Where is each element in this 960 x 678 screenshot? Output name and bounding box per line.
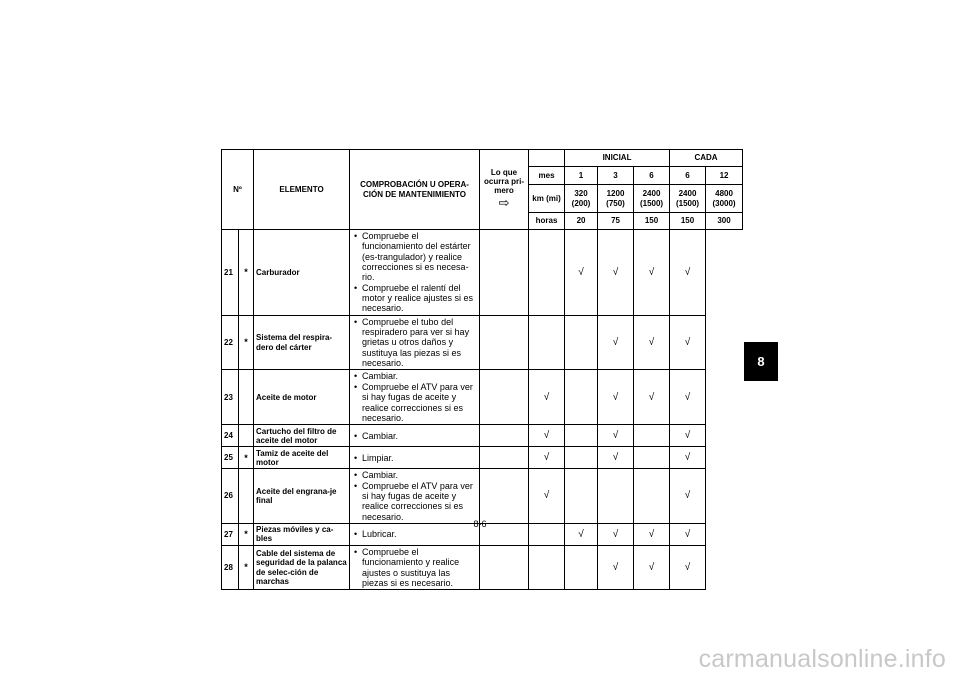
- check-mark: √: [565, 523, 598, 545]
- row-first-cell: [480, 230, 529, 316]
- check-mark: √: [598, 523, 634, 545]
- header-first-label: Lo que ocurra pri-mero: [484, 167, 525, 196]
- row-star: *: [239, 230, 254, 316]
- check-mark: √: [670, 545, 706, 589]
- watermark: carmanualsonline.info: [698, 645, 946, 673]
- check-bullet: • Limpiar.: [352, 453, 477, 463]
- row-first-cell: [480, 469, 529, 524]
- check-mark: √: [529, 370, 565, 425]
- row-checks: [350, 447, 480, 469]
- check-mark: [565, 469, 598, 524]
- header-spacer: [529, 150, 565, 167]
- header-km: 2400 (1500): [634, 185, 670, 213]
- row-first-cell: [480, 447, 529, 469]
- check-mark: √: [598, 315, 634, 370]
- header-hours: 300: [706, 213, 743, 230]
- header-month: 3: [598, 167, 634, 185]
- check-bullet: • Cambiar.: [352, 371, 477, 381]
- header-hours-label: horas: [529, 213, 565, 230]
- header-month: 6: [670, 167, 706, 185]
- check-bullet: • Compruebe el funcionamiento del estárter (es-trangulador) y realice correcciones si es necesa-rio.: [352, 231, 477, 283]
- check-mark: [565, 447, 598, 469]
- check-bullet: • Compruebe el funcionamiento y realice ajustes o sustituya las piezas si es necesario.: [352, 547, 477, 588]
- check-mark: √: [598, 370, 634, 425]
- row-number: 22: [222, 315, 239, 370]
- header-km: 1200 (750): [598, 185, 634, 213]
- row-number: 28: [222, 545, 239, 589]
- row-number: 23: [222, 370, 239, 425]
- check-mark: [565, 370, 598, 425]
- check-mark: √: [598, 545, 634, 589]
- table-row: [222, 315, 743, 370]
- row-item: Cartucho del filtro de aceite del motor: [254, 425, 350, 447]
- check-bullet: • Cambiar.: [352, 431, 477, 441]
- header-km-label: km (mi): [529, 185, 565, 213]
- check-mark: [598, 469, 634, 524]
- arrow-right-icon: ⇨: [498, 195, 510, 211]
- check-mark: √: [529, 447, 565, 469]
- check-mark: √: [634, 370, 670, 425]
- check-mark: √: [670, 469, 706, 524]
- row-first-cell: [480, 370, 529, 425]
- check-mark: √: [598, 425, 634, 447]
- row-item: Tamiz de aceite del motor: [254, 447, 350, 469]
- header-initial: INICIAL: [565, 150, 670, 167]
- check-mark: √: [634, 545, 670, 589]
- check-mark: [634, 469, 670, 524]
- check-mark: √: [529, 425, 565, 447]
- check-bullet: • Lubricar.: [352, 529, 477, 539]
- row-star: [239, 370, 254, 425]
- row-first-cell: [480, 425, 529, 447]
- check-mark: [565, 545, 598, 589]
- row-item: Aceite del engrana-je final: [254, 469, 350, 524]
- row-item: Piezas móviles y ca-bles: [254, 523, 350, 545]
- row-checks: [350, 545, 480, 589]
- row-star: [239, 425, 254, 447]
- check-mark: √: [670, 315, 706, 370]
- row-checks: [350, 370, 480, 425]
- row-item: Sistema del respira-dero del cárter: [254, 315, 350, 370]
- row-checks: [350, 230, 480, 316]
- header-hours: 20: [565, 213, 598, 230]
- check-bullet: • Compruebe el ATV para ver si hay fugas de aceite y realice correcciones si es necesario.: [352, 382, 477, 423]
- table-row: [222, 370, 743, 425]
- table-row: [222, 469, 743, 524]
- check-mark: √: [634, 523, 670, 545]
- check-mark: [529, 545, 565, 589]
- row-number: 21: [222, 230, 239, 316]
- check-mark: √: [634, 315, 670, 370]
- header-km: 4800 (3000): [706, 185, 743, 213]
- check-mark: √: [670, 425, 706, 447]
- check-mark: √: [598, 230, 634, 316]
- row-item: Carburador: [254, 230, 350, 316]
- row-number: 27: [222, 523, 239, 545]
- check-mark: [565, 315, 598, 370]
- header-no: Nº: [222, 150, 254, 230]
- check-mark: √: [598, 447, 634, 469]
- row-first-cell: [480, 545, 529, 589]
- check-mark: √: [670, 523, 706, 545]
- check-bullet: • Cambiar.: [352, 470, 477, 480]
- check-mark: [565, 425, 598, 447]
- section-tab: 8: [744, 342, 778, 381]
- check-mark: √: [565, 230, 598, 316]
- check-mark: [529, 315, 565, 370]
- header-hours: 150: [670, 213, 706, 230]
- row-star: *: [239, 315, 254, 370]
- row-star: *: [239, 447, 254, 469]
- check-mark: [529, 230, 565, 316]
- row-star: [239, 469, 254, 524]
- row-star: *: [239, 545, 254, 589]
- row-number: 26: [222, 469, 239, 524]
- header-hours: 150: [634, 213, 670, 230]
- row-number: 25: [222, 447, 239, 469]
- check-mark: √: [670, 370, 706, 425]
- row-star: *: [239, 523, 254, 545]
- header-month: 6: [634, 167, 670, 185]
- row-checks: [350, 425, 480, 447]
- check-mark: [634, 447, 670, 469]
- row-checks: [350, 315, 480, 370]
- header-every: CADA: [670, 150, 743, 167]
- header-element: ELEMENTO: [254, 150, 350, 230]
- check-mark: √: [670, 447, 706, 469]
- header-km: 320 (200): [565, 185, 598, 213]
- header-month: 1: [565, 167, 598, 185]
- check-bullet: • Compruebe el tubo del respiradero para ver si hay grietas u otros daños y sustituya las piezas si es necesario.: [352, 317, 477, 369]
- check-mark: √: [670, 230, 706, 316]
- header-month-label: mes: [529, 167, 565, 185]
- header-check: COMPROBACIÓN U OPERA-CIÓN DE MANTENIMIENTO: [350, 150, 480, 230]
- row-number: 24: [222, 425, 239, 447]
- table-row: [222, 230, 743, 316]
- check-bullet: • Compruebe el ralentí del motor y realice ajustes si es necesario.: [352, 283, 477, 314]
- check-mark: [634, 425, 670, 447]
- row-item: Cable del sistema de seguridad de la palanca de selec-ción de marchas: [254, 545, 350, 589]
- check-mark: √: [634, 230, 670, 316]
- table-row: [222, 447, 743, 469]
- header-km: 2400 (1500): [670, 185, 706, 213]
- header-hours: 75: [598, 213, 634, 230]
- check-bullet: • Compruebe el ATV para ver si hay fugas de aceite y realice correcciones si es necesario.: [352, 481, 477, 522]
- header-month: 12: [706, 167, 743, 185]
- table-row: [222, 425, 743, 447]
- row-item: Aceite de motor: [254, 370, 350, 425]
- table-row: [222, 545, 743, 589]
- page-number: 8-6: [473, 519, 487, 529]
- row-checks: [350, 469, 480, 524]
- header-first: [480, 150, 529, 230]
- check-mark: √: [529, 469, 565, 524]
- row-first-cell: [480, 315, 529, 370]
